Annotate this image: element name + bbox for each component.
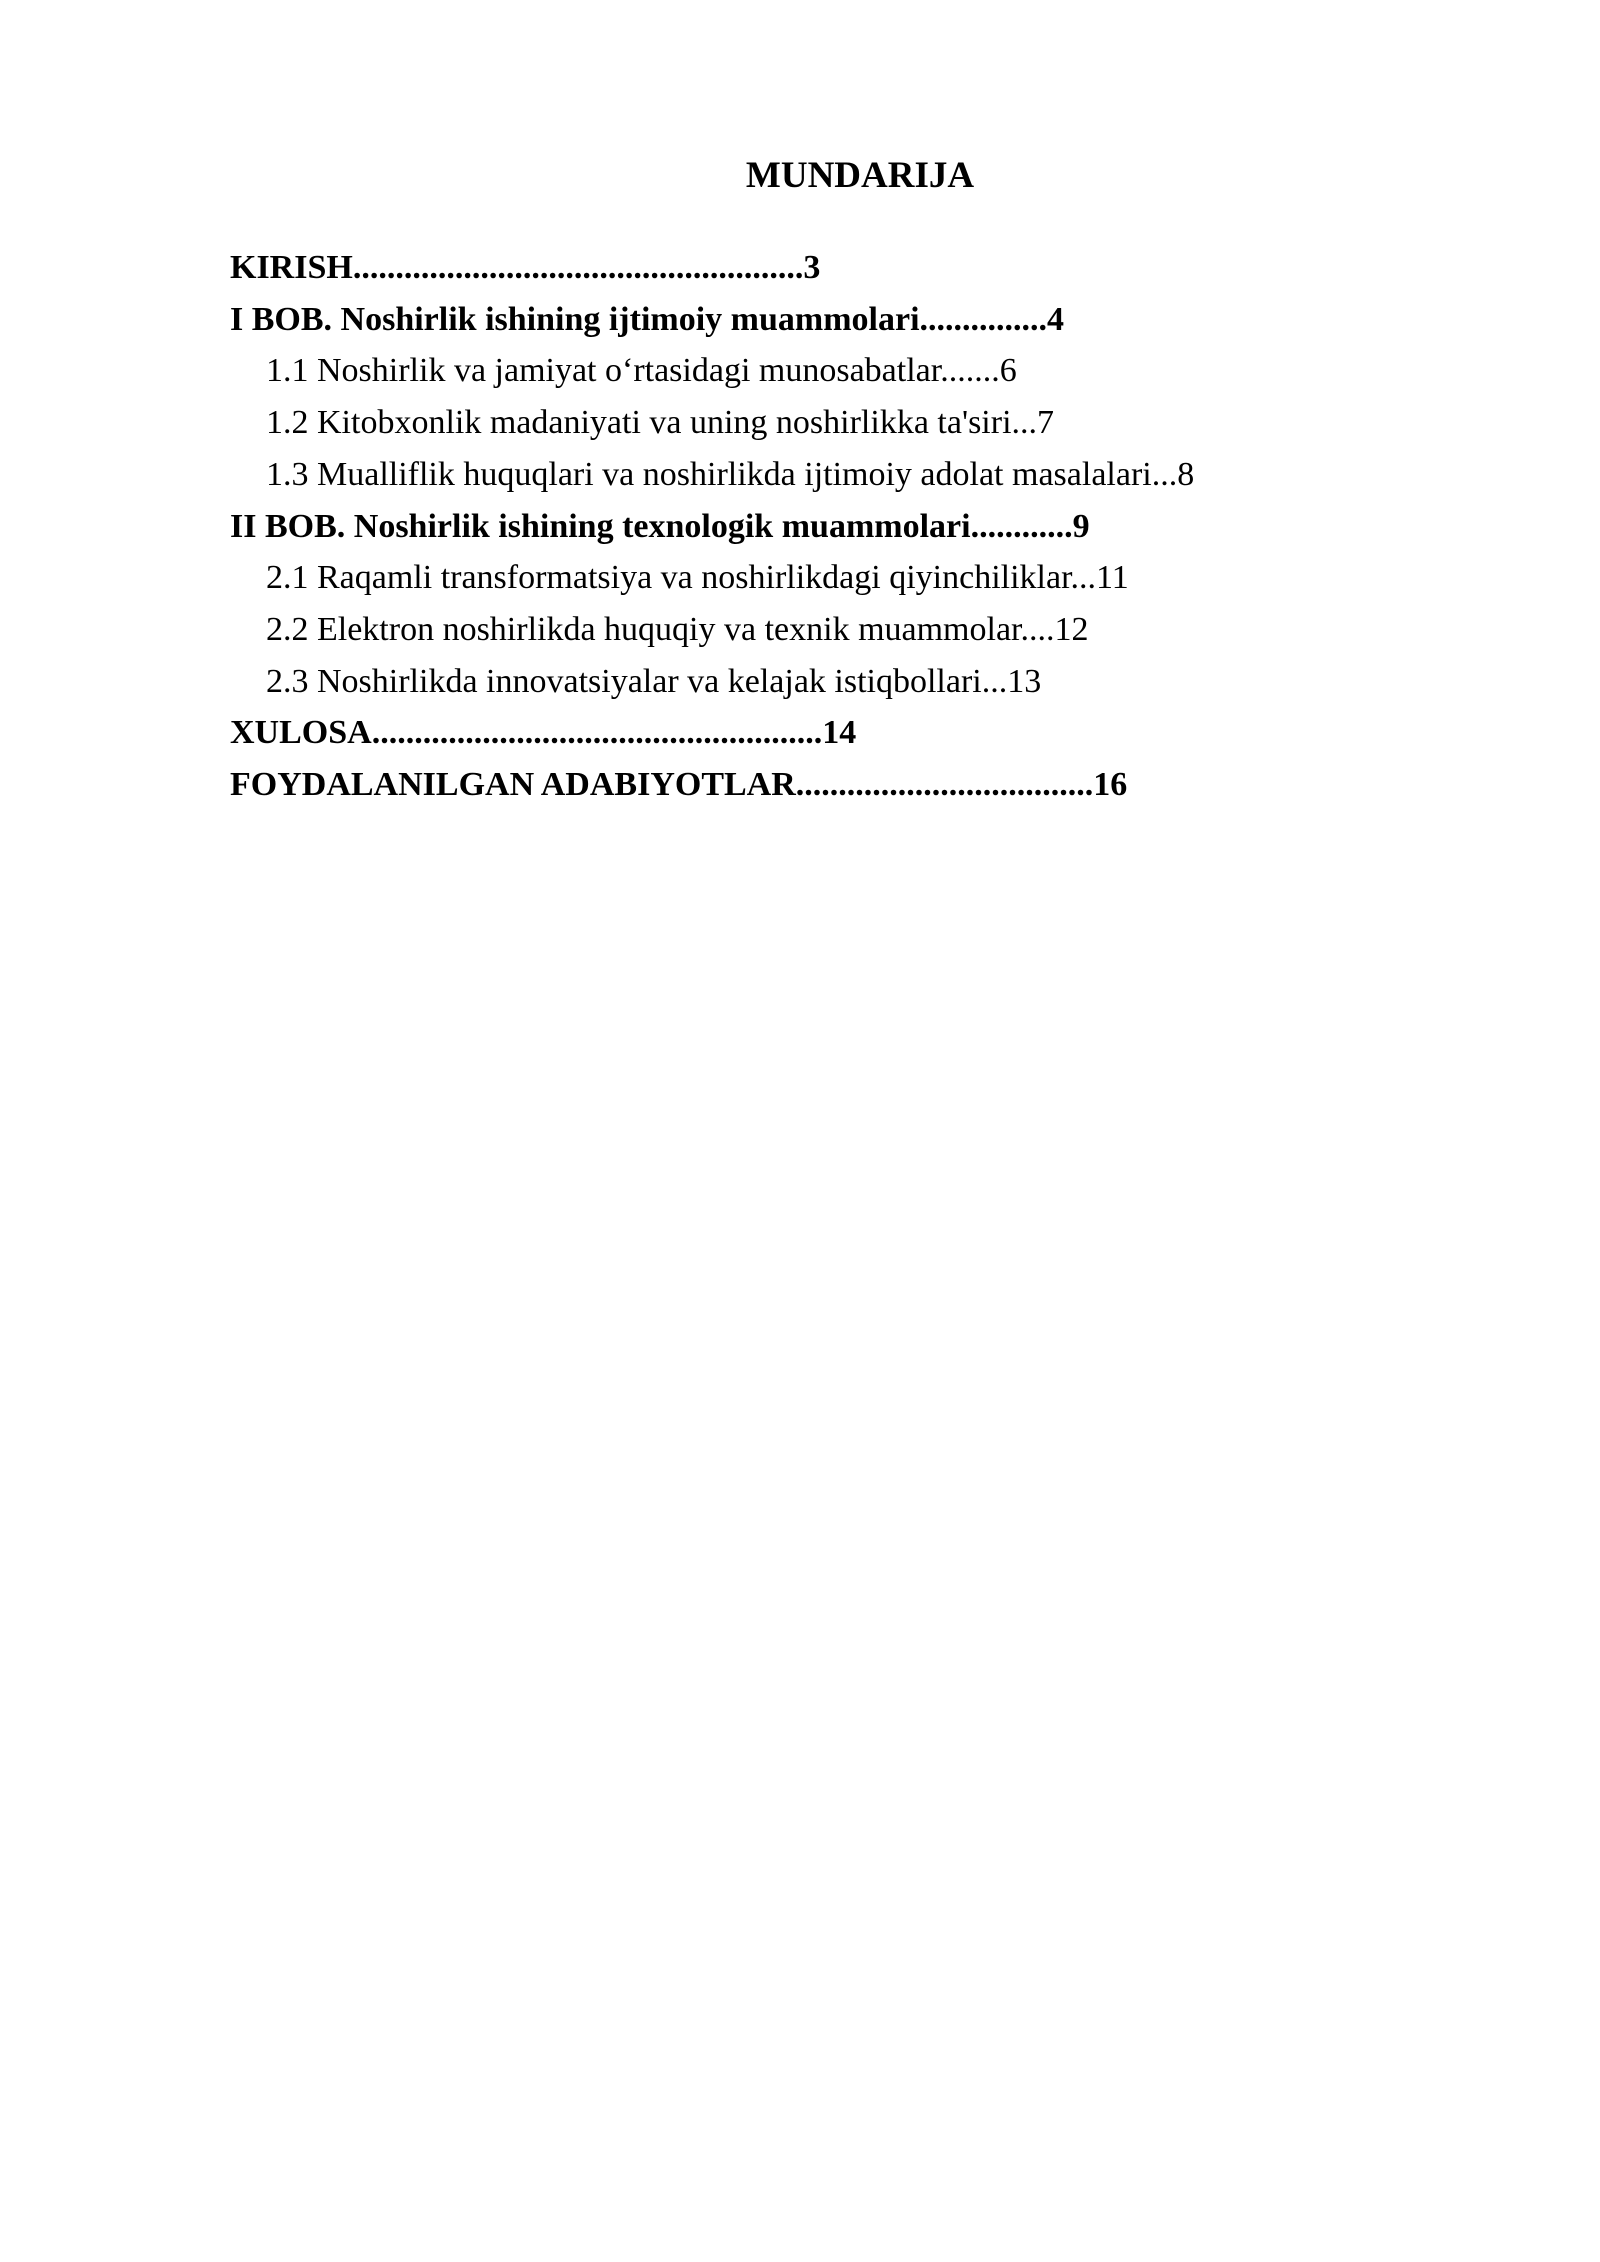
toc-entry-section-2-3: 2.3 Noshirlikda innovatsiyalar va kelajak istiqbollari...13: [266, 662, 1042, 700]
toc-entry-section-1-3: 1.3 Mualliflik huquqlari va noshirlikda ijtimoiy adolat masalalari...8: [266, 455, 1195, 493]
table-of-contents: [230, 242, 1194, 811]
toc-entry-references: FOYDALANILGAN ADABIYOTLAR...................................16: [230, 766, 1128, 804]
toc-entry-section-2-1: 2.1 Raqamli transformatsiya va noshirlikdagi qiyinchiliklar...11: [266, 559, 1129, 597]
toc-entry-conclusion: XULOSA.....................................................14: [230, 714, 857, 752]
toc-entry-introduction: KIRISH.....................................................3: [230, 249, 821, 286]
page-title: MUNDARIJA: [745, 155, 975, 196]
toc-entry-section-1-1: 1.1 Noshirlik va jamiyat o‘rtasidagi munosabatlar.......6: [266, 352, 1017, 390]
toc-entry-chapter-2: II BOB. Noshirlik ishining texnologik muammolari............9: [230, 507, 1090, 545]
toc-entry-section-2-2: 2.2 Elektron noshirlikda huquqiy va texnik muammolar....12: [266, 610, 1089, 648]
toc-entry-chapter-1: I BOB. Noshirlik ishining ijtimoiy muammolari...............4: [230, 300, 1065, 338]
toc-entry-section-1-2: 1.2 Kitobxonlik madaniyati va uning noshirlikka ta'siri...7: [266, 404, 1055, 442]
